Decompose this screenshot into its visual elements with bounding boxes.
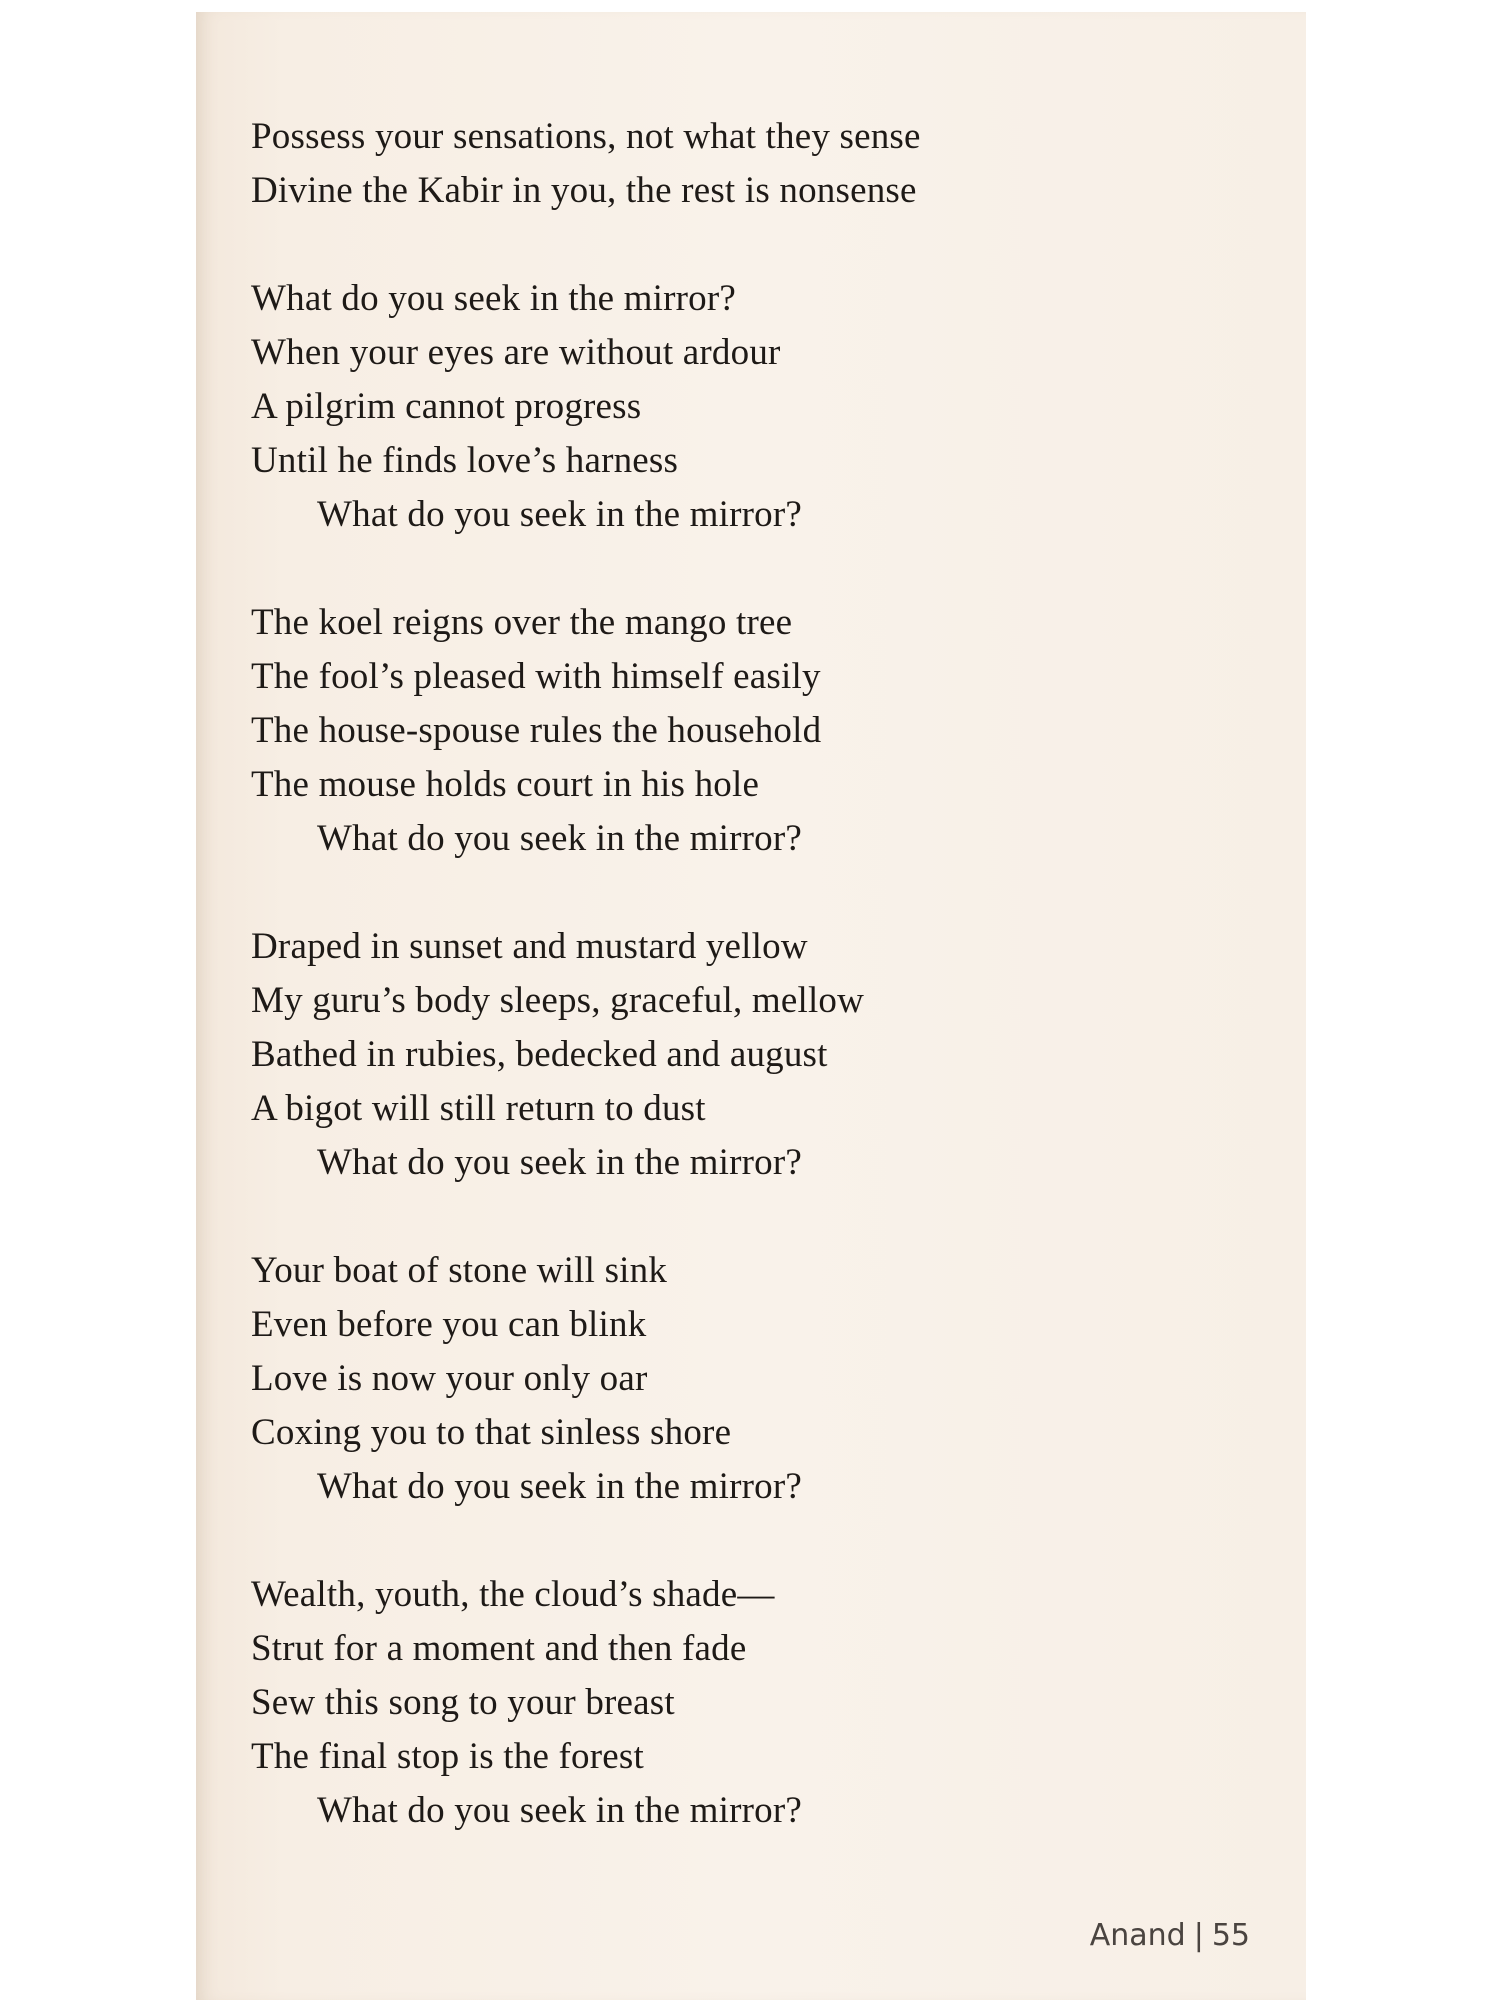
poem-line: The koel reigns over the mango tree [251,602,793,643]
poem-line: Even before you can blink [251,1304,647,1345]
poem-body [251,110,1251,1892]
poem-line: My guru’s body sleeps, graceful, mellow [251,980,865,1021]
poem-line: Coxing you to that sinless shore [251,1412,732,1453]
poem-line: The house-spouse rules the household [251,710,822,751]
refrain-line: What do you seek in the mirror? [317,1466,802,1507]
stanza [251,272,1251,542]
footer-author: Anand [1089,1918,1186,1953]
page-footer [1090,1918,1250,1953]
refrain-line: What do you seek in the mirror? [317,1790,802,1831]
refrain-line: What do you seek in the mirror? [317,1142,802,1183]
footer-separator: | [1193,1918,1204,1953]
poem-line: The final stop is the forest [251,1736,644,1777]
stanza [251,920,1251,1190]
poem-line: Your boat of stone will sink [251,1250,668,1291]
stanza [251,110,1251,218]
poem-line: Divine the Kabir in you, the rest is nonsense [251,170,917,211]
poem-line: Sew this song to your breast [251,1682,675,1723]
poem-line: Until he finds love’s harness [251,440,679,481]
poem-line: The mouse holds court in his hole [251,764,760,805]
poem-line: What do you seek in the mirror? [251,278,736,319]
poem-line: Possess your sensations, not what they sense [251,116,921,157]
poem-line: A pilgrim cannot progress [251,386,642,427]
poem-line: A bigot will still return to dust [251,1088,706,1129]
stanza [251,1244,1251,1514]
poem-line: Bathed in rubies, bedecked and august [251,1034,828,1075]
poem-line: Love is now your only oar [251,1358,648,1399]
refrain-line: What do you seek in the mirror? [317,494,802,535]
poem-line: When your eyes are without ardour [251,332,781,373]
poem-line: The fool’s pleased with himself easily [251,656,821,697]
poem-line: Strut for a moment and then fade [251,1628,747,1669]
page-number: 55 [1211,1918,1250,1953]
stanza [251,1568,1251,1838]
book-page [196,12,1306,2000]
stanza [251,596,1251,866]
poem-line: Wealth, youth, the cloud’s shade— [251,1574,775,1615]
refrain-line: What do you seek in the mirror? [317,818,802,859]
poem-line: Draped in sunset and mustard yellow [251,926,808,967]
